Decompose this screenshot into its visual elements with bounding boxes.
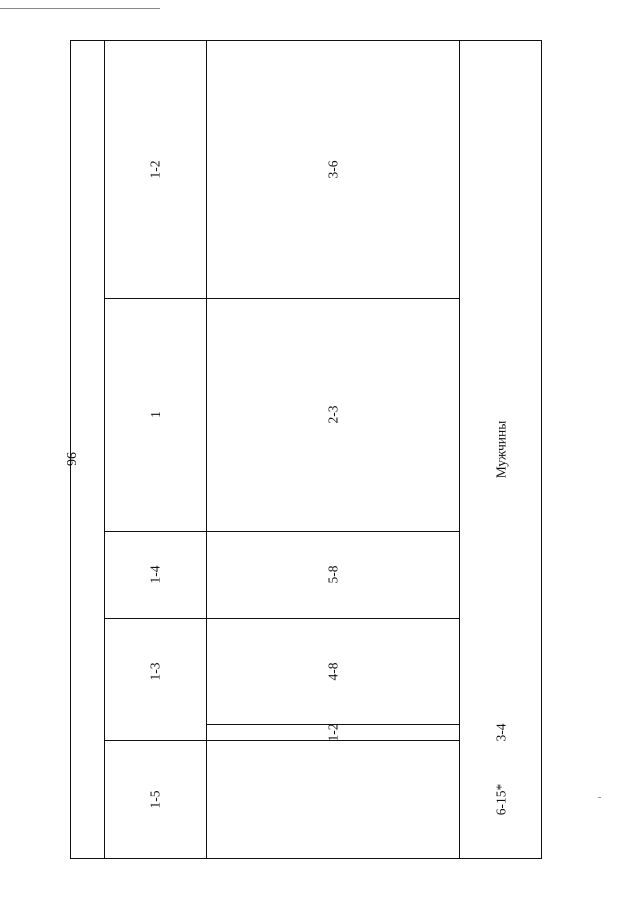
results-table bbox=[70, 40, 542, 859]
table-cell-col-b: 3-6 bbox=[325, 160, 340, 179]
table-cell-col-b: 2-3 bbox=[325, 405, 340, 424]
table-cell-col-b: 3-4 bbox=[493, 723, 509, 741]
table-cell-col-b: 6-15* bbox=[493, 783, 509, 815]
table-row bbox=[104, 298, 206, 531]
table-row bbox=[104, 531, 206, 618]
table-cell-col-a: 1-5 bbox=[147, 790, 163, 808]
corner-rule bbox=[0, 8, 160, 9]
stray-mark bbox=[598, 797, 601, 798]
table-row bbox=[104, 618, 206, 724]
table-row bbox=[104, 740, 206, 858]
table-row bbox=[206, 724, 459, 740]
table-cell-col-a: 1-4 bbox=[147, 565, 163, 584]
table-row bbox=[104, 41, 206, 298]
group-label-cell bbox=[459, 41, 543, 858]
table-cell-col-b: 5-8 bbox=[325, 565, 340, 584]
table-row bbox=[206, 618, 459, 724]
table-row bbox=[206, 298, 459, 531]
table-cell-col-a: 1 bbox=[147, 411, 163, 418]
table-row bbox=[206, 41, 459, 298]
page-number: 96 bbox=[63, 452, 78, 466]
table-cell-col-a: 1-3 bbox=[147, 662, 163, 680]
table-cell-col-a: 1-2 bbox=[147, 160, 163, 179]
table-row bbox=[206, 531, 459, 618]
group-label: Мужчины bbox=[493, 420, 509, 479]
table-cell-col-a: 1-2 bbox=[325, 723, 340, 741]
table-cell-col-b: 4-8 bbox=[325, 662, 340, 680]
